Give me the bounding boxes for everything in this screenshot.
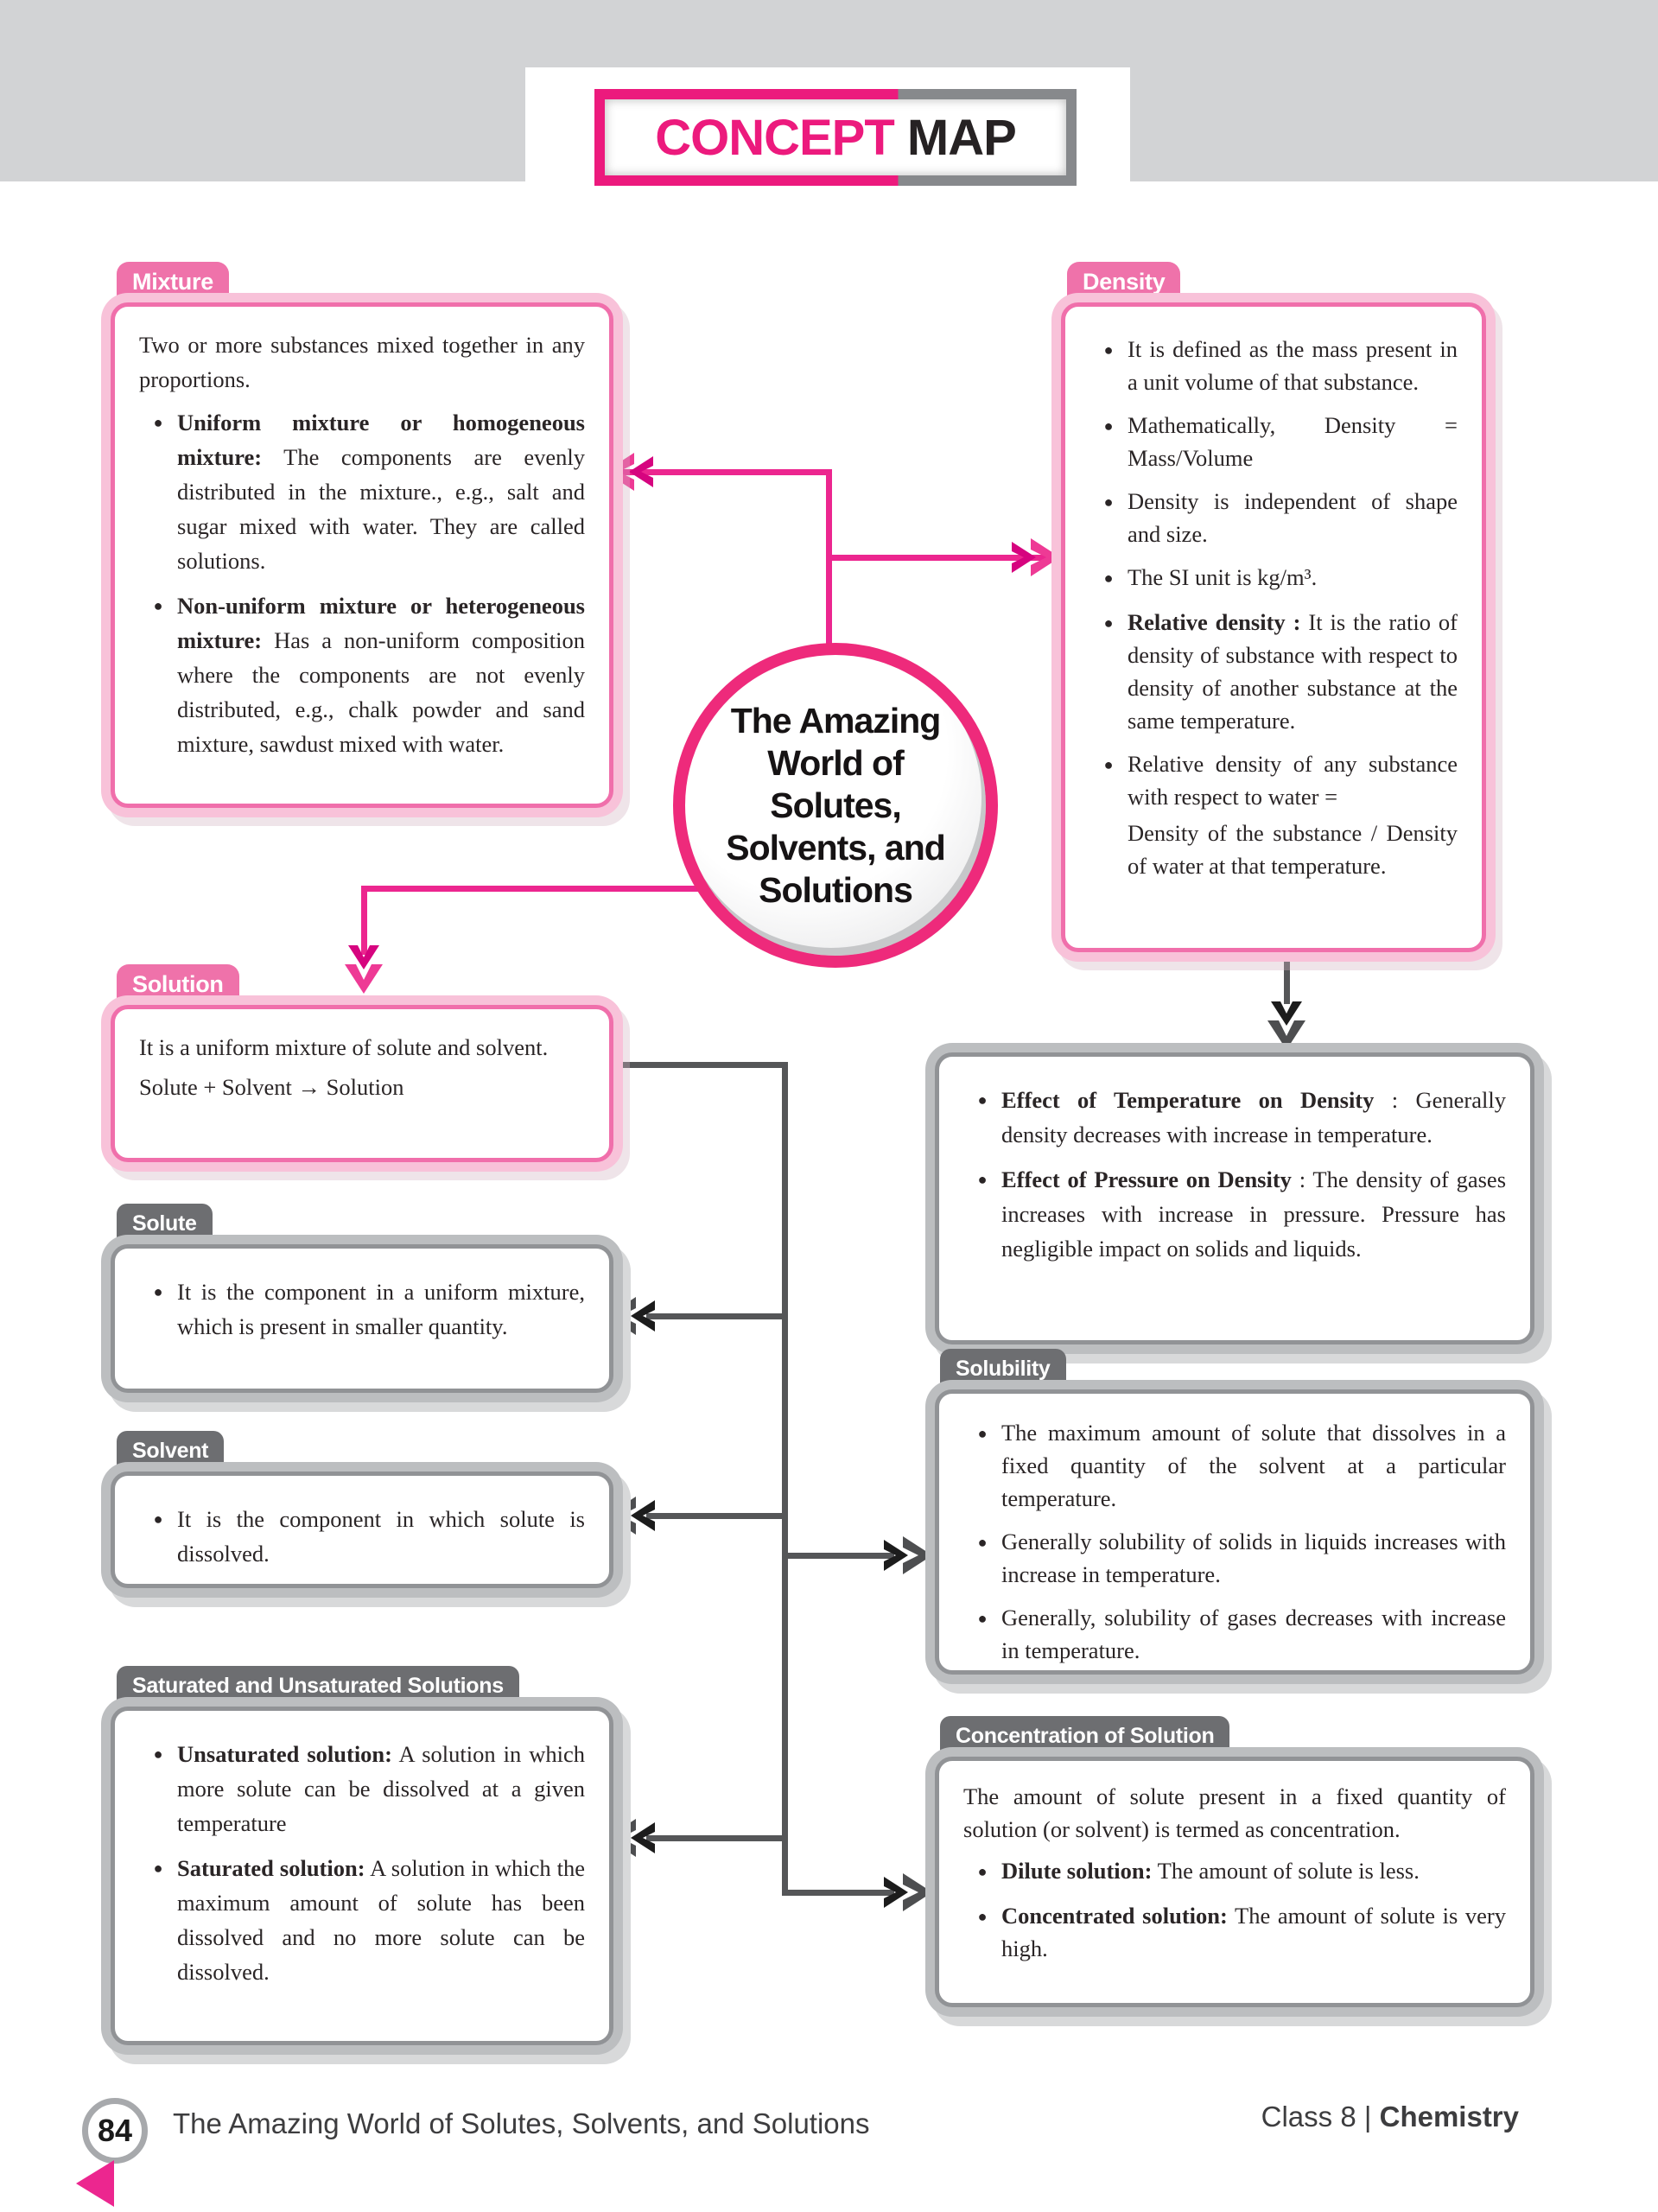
footer-class-subject [1261,2100,1519,2134]
list-item: ● Relative density of any substance with respect to water = [1089,747,1458,813]
concentration-box [935,1757,1534,2007]
list-item: ● Density is independent of shape and size. [1089,485,1458,550]
solubility-label-tab: Solubility [940,1349,1066,1390]
concept-map-title-box [594,89,1077,186]
list-item: ● Generally solubility of solids in liquids increases with increase in temperature. [963,1525,1506,1591]
list-item: ● Non-uniform mixture or heterogeneous mixture: Has a non-uniform composition where the components are not evenly distributed, e.g., chalk powder and sand mixture, sawdust mixed with water. [139,588,585,761]
solute-box [111,1244,613,1393]
list-item: ● Relative density : It is the ratio of density of substance with respect to density of another substance at the same temperature. [1089,606,1458,737]
connector-to-saturated [646,1835,785,1841]
bullet-icon: ● [153,1859,163,1877]
connector-top-vertical [826,469,832,656]
solubility-box [935,1389,1534,1675]
connector-to-concentration [786,1890,894,1896]
bullet-icon: ● [977,1171,988,1188]
footer-chapter-title: The Amazing World of Solutes, Solvents, and Solutions [173,2107,870,2139]
density-label-tab: Density [1067,262,1180,303]
bullet-icon: ● [977,1534,988,1551]
footer-subject: Chemistry [1379,2101,1519,2133]
bullet-icon: ● [977,1610,988,1627]
density-box [1061,302,1486,952]
bullet-icon: ● [977,1908,988,1925]
list-item: ● It is the component in a uniform mixture, which is present in smaller quantity. [139,1274,585,1344]
list-item: ● Uniform mixture or homogeneous mixture: The components are evenly distributed in the mixture., e.g., salt and sugar mixed with water. They are called solutions. [139,405,585,578]
list-item: ● Dilute solution: The amount of solute is less. [963,1854,1506,1889]
saturated-label-tab: Saturated and Unsaturated Solutions [117,1666,519,1707]
solvent-box [111,1471,613,1588]
bullet-icon: ● [1103,341,1114,359]
concentration-label-tab: Concentration of Solution [940,1716,1229,1758]
bullet-icon: ● [977,1425,988,1442]
list-item: ● The SI unit is kg/m³. [1089,561,1458,595]
footer-corner-arrow-icon [76,2160,114,2207]
bullet-icon: ● [977,1091,988,1109]
page-number-badge [82,2098,148,2164]
page-number: 84 [97,2113,133,2148]
footer-separator: | [1363,2101,1380,2133]
arrow-into-density-icon [1010,531,1062,583]
solution-box [111,1005,613,1162]
list-item: ● Saturated solution: A solution in which the maximum amount of solute has been dissolved and no more solute can be dissolved. [139,1851,585,1989]
list-item: ● Mathematically, Density = Mass/Volume [1089,409,1458,474]
title-map: MAP [906,109,1016,166]
bullet-icon: ● [1103,417,1114,435]
central-topic-text: The Amazing World of Solutes, Solvents, and Solutions [726,700,945,910]
solution-line2: Solute + Solvent → Solution [139,1074,404,1100]
connector-to-solubility [786,1553,894,1559]
list-item: ● Concentrated solution: The amount of solute is very high. [963,1899,1506,1965]
connector-density-down [1284,950,1290,1004]
mixture-intro: Two or more substances mixed together in any proportions. [139,332,585,392]
mixture-box [111,302,613,808]
solution-label-tab: Solution [117,964,239,1006]
list-item: ● It is the component in which solute is dissolved. [139,1502,585,1571]
bullet-icon: ● [153,1283,163,1300]
connector-to-solvent [646,1513,785,1519]
title-concept: CONCEPT [655,109,894,166]
list-item: ● The maximum amount of solute that dissolves in a fixed quantity of the solvent at a particular temperature. [963,1416,1506,1515]
bullet-icon: ● [153,414,163,431]
list-item: ● Unsaturated solution: A solution in which more solute can be dissolved at a given temperature [139,1737,585,1840]
bullet-icon: ● [1103,756,1114,773]
saturated-box [111,1707,613,2045]
bullet-icon: ● [153,597,163,614]
footer-class: Class 8 [1261,2101,1364,2133]
density-formula: Density of the substance / Density of water at that temperature. [1128,820,1458,879]
solute-label-tab: Solute [117,1204,213,1245]
bullet-icon: ● [1103,614,1114,632]
arrow-into-solution-icon [338,944,390,995]
list-item: ● Effect of Pressure on Density : The density of gases increases with increase in pressure. Pressure has negligible impact on solids and liquids. [963,1162,1506,1266]
connector-trunk-vertical [782,1062,788,1896]
arrow-into-concentration-icon [882,1866,934,1918]
density-effects-box [935,1052,1534,1344]
list-item: ● It is defined as the mass present in a unit volume of that substance. [1089,333,1458,398]
bullet-icon: ● [1103,569,1114,587]
bullet-icon: ● [153,1745,163,1763]
bullet-icon: ● [153,1510,163,1528]
connector-circle-left [364,886,711,892]
bullet-icon: ● [977,1863,988,1880]
list-item: ● Generally, solubility of gases decreases with increase in temperature. [963,1601,1506,1667]
connector-solution-out [605,1062,788,1068]
page-title [605,99,1066,175]
solution-line1: It is a uniform mixture of solute and solvent. [139,1034,549,1060]
concentration-intro: The amount of solute present in a fixed quantity of solution (or solvent) is termed as concentration. [963,1783,1506,1842]
list-item: ● Effect of Temperature on Density : Generally density decreases with increase in temperature. [963,1083,1506,1152]
mixture-label-tab: Mixture [117,262,229,303]
bullet-icon: ● [1103,493,1114,511]
central-topic-circle [673,643,998,968]
solvent-label-tab: Solvent [117,1431,224,1472]
arrow-into-effect-icon [1261,1000,1312,1052]
arrow-into-solubility-icon [882,1529,934,1581]
connector-to-solute [646,1313,785,1319]
